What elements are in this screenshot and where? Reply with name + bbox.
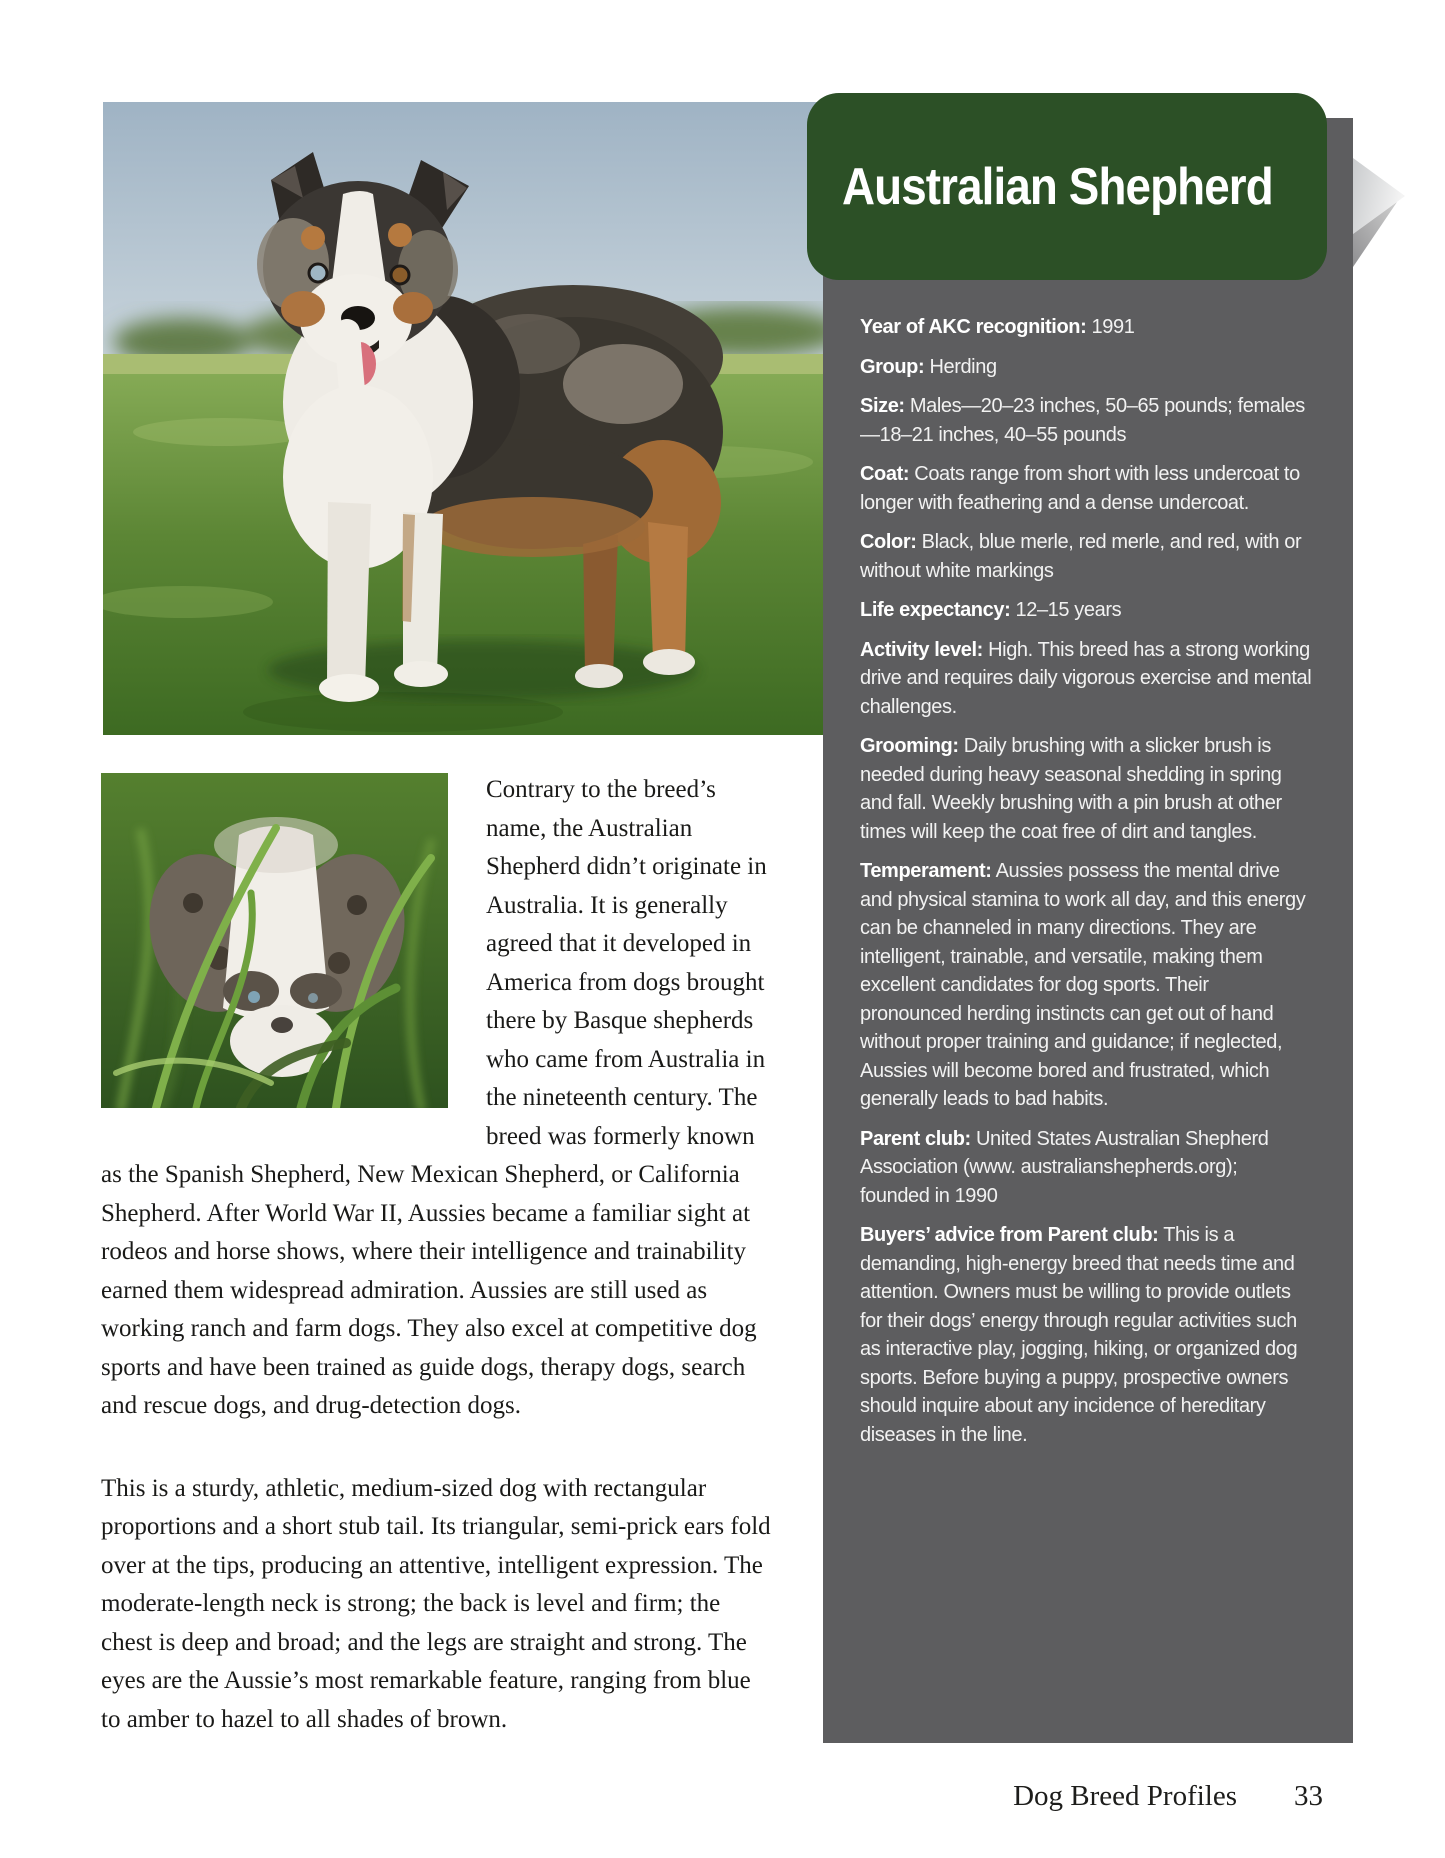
fact-text: Aussies possess the mental drive and physical stamina to work all day, and this energy can be channeled in many directions. They are intelligent, trainable, and versatile, making them excellent candidates for dog sports. Their pronounced herding instincts can get out of hand without proper training and guidance; if neglected, Aussies will become bored and frustrated, which generally leads to bad habits. [860, 860, 1306, 1110]
page-number: 33 [1294, 1780, 1323, 1812]
fact-item-color [860, 528, 1312, 585]
fact-label: Parent club: [860, 1127, 971, 1150]
fact-item-life-expectancy [860, 596, 1312, 625]
fact-label: Color: [860, 531, 917, 553]
puppy-photo-illustration [101, 773, 448, 1108]
fact-item-coat [860, 460, 1312, 517]
fact-item-activity-level [860, 636, 1312, 722]
dog-photo-illustration [103, 102, 823, 735]
fact-item-size [860, 392, 1312, 449]
main-photo [103, 102, 823, 735]
fact-label: Group: [860, 355, 925, 378]
fact-item-akc-year [860, 313, 1312, 342]
fact-label: Temperament: [860, 860, 992, 882]
article-text [101, 771, 775, 1739]
fact-text: 1991 [1091, 316, 1135, 338]
fact-label: Coat: [860, 463, 910, 485]
fact-text: Black, blue merle, red merle, and red, with or without white markings [860, 531, 1302, 582]
breed-title-banner [807, 93, 1327, 280]
fact-text: This is a demanding, high-energy breed that needs time and attention. Owners must be willing to provide outlets for their dogs’ energy through regular activities such as interactive play, jogging, hiking, or organized dog sports. Before buying a puppy, prospective owners should inquire about any incidence of hereditary diseases in the line. [860, 1224, 1298, 1446]
puppy-photo [101, 773, 448, 1108]
fact-item-buyers-advice [860, 1221, 1312, 1449]
fact-label: Size: [860, 395, 905, 417]
corner-ribbon-arrow-icon [1353, 152, 1413, 272]
fact-item-group [860, 353, 1312, 382]
fact-text: Herding [929, 355, 997, 378]
fact-text: Males—20–23 inches, 50–65 pounds; females—18–21 inches, 40–55 pounds [860, 395, 1305, 446]
facts-list [860, 313, 1312, 1460]
breed-facts-panel [823, 118, 1353, 1743]
fact-label: Activity level: [860, 638, 983, 661]
fact-text: High. This breed has a strong working drive and requires daily vigorous exercise and mental challenges. [860, 638, 1312, 718]
fact-label: Year of AKC recognition: [860, 316, 1087, 338]
footer-section-title: Dog Breed Profiles [1013, 1780, 1237, 1812]
fact-text: 12–15 years [1015, 599, 1122, 621]
fact-item-temperament [860, 857, 1312, 1114]
page-footer [1013, 1780, 1323, 1813]
fact-text: United States Australian Shepherd Association (www. australianshepherds.org); founded in 1990 [860, 1127, 1269, 1207]
fact-item-grooming [860, 732, 1312, 846]
fact-label: Buyers’ advice from Parent club: [860, 1224, 1159, 1246]
article-paragraph-history: Contrary to the breed’s name, the Australian Shepherd didn’t originate in Australia. It is generally agreed that it developed in America from dogs brought there by Basque shepherds who came from Australia in the nineteenth century. The breed was formerly known as the Spanish Shepherd, New Mexican Shepherd, or California Shepherd. After World War II, Aussies became a familiar sight at rodeos and horse shows, where their intelligence and trainability earned them widespread admiration. Aussies are still used as working ranch and farm dogs. They also excel at competitive dog sports and have been trained as guide dogs, therapy dogs, search and rescue dogs, and drug-detection dogs. [101, 776, 767, 1419]
fact-label: Grooming: [860, 735, 959, 757]
fact-text: Daily brushing with a slicker brush is needed during heavy seasonal shedding in spring and fall. Weekly brushing with a pin brush at other times will keep the coat free of dirt and tangles. [860, 735, 1282, 843]
fact-text: Coats range from short with less undercoat to longer with feathering and a dense undercoat. [860, 463, 1300, 514]
fact-label: Life expectancy: [860, 599, 1011, 621]
breed-title: Australian Shepherd [842, 157, 1273, 216]
fact-item-parent-club [860, 1125, 1312, 1211]
article-paragraph-appearance: This is a sturdy, athletic, medium-sized dog with rectangular proportions and a short stub tail. Its triangular, semi-prick ears fold over at the tips, producing an attentive, intelligent expression. The moderate-length neck is strong; the back is level and firm; the chest is deep and broad; and the legs are straight and strong. The eyes are the Aussie’s most remarkable feature, ranging from blue to amber to hazel to all shades of brown. [101, 1474, 771, 1733]
